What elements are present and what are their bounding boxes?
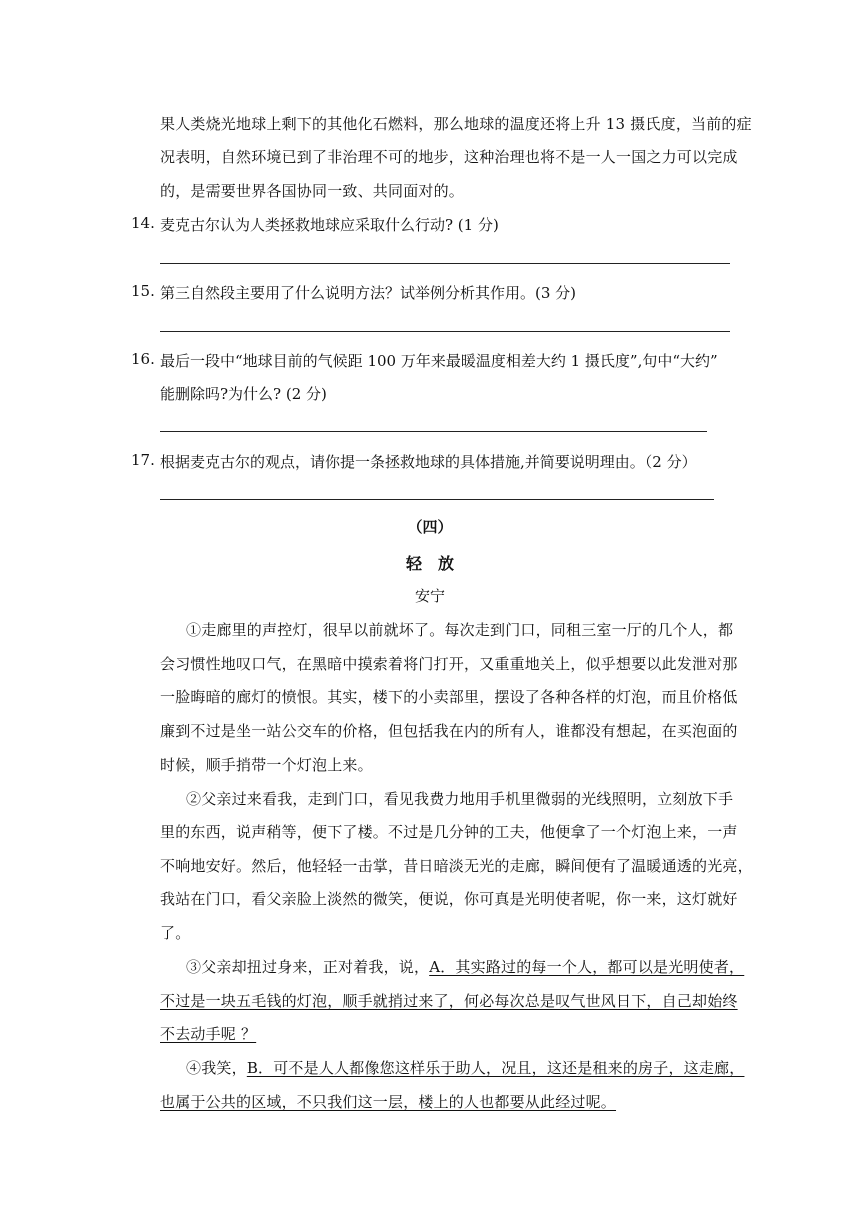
underlined-sentence-a: A．其实路过的每一个人，都可以是光明使者， — [429, 958, 745, 976]
para2-line-5: 了。 — [160, 924, 191, 942]
intro-line-2: 况表明，自然环境已到了非治理不可的地步，这种治理也将不是一人一国之力可以完成 — [160, 148, 738, 166]
question-text: 麦克古尔认为人类拯救地球应采取什么行动? (1 分) — [160, 216, 499, 234]
intro-line-3: 的，是需要世界各国协同一致、共同面对的。 — [160, 182, 465, 200]
answer-line-14[interactable] — [160, 263, 730, 264]
answer-line-17[interactable] — [160, 499, 714, 500]
para2-line-4: 我站在门口，看父亲脸上淡然的微笑，便说，你可真是光明使者呢，你一来，这灯就好 — [160, 890, 738, 908]
para1-line-3: 一脸晦暗的廊灯的愤恨。其实，楼下的小卖部里，摆设了各种各样的灯泡，而且价格低 — [160, 688, 738, 706]
answer-line-15[interactable] — [160, 331, 730, 332]
question-text: 能删除吗?为什么? (2 分) — [160, 385, 327, 403]
para4-line-1 — [186, 1057, 744, 1078]
para3-line-3: 不去动手呢 ？ — [160, 1025, 257, 1043]
para1-line-1: ①走廊里的声控灯，很早以前就坏了。每次走到门口，同租三室一厅的几个人，都 — [186, 621, 734, 639]
article-author: 安宁 — [414, 587, 445, 605]
section-number: （四） — [407, 518, 453, 536]
question-number: 17. — [131, 451, 155, 469]
para4-line-2: 也属于公共的区域，不只我们这一层，楼上的人也都要从此经过呢。 — [160, 1093, 617, 1111]
para3-prefix: ③父亲却扭过身来，正对着我，说， — [186, 958, 430, 976]
para2-line-1: ②父亲过来看我，走到门口，看见我费力地用手机里微弱的光线照明，立刻放下手 — [186, 790, 734, 808]
answer-line-16[interactable] — [160, 431, 707, 432]
para1-line-2: 会习惯性地叹口气，在黑暗中摸索着将门打开，又重重地关上，似乎想要以此发泄对那 — [160, 655, 738, 673]
question-text: 根据麦克古尔的观点，请你提一条拯救地球的具体措施,并简要说明理由。（2 分） — [160, 453, 697, 471]
para1-line-4: 廉到不过是坐一站公交车的价格，但包括我在内的所有人，谁都没有想起，在买泡面的 — [160, 722, 738, 740]
article-title: 轻 放 — [405, 554, 454, 573]
para2-line-3: 不响地安好。然后，他轻轻一击掌，昔日暗淡无光的走廊，瞬间便有了温暖通透的光亮， — [160, 857, 753, 875]
intro-line-1: 果人类烧光地球上剩下的其他化石燃料，那么地球的温度还将上升 13 摄氏度，当前的症 — [160, 115, 752, 133]
question-number: 14. — [131, 214, 155, 232]
para1-line-5: 时候，顺手捎带一个灯泡上来。 — [160, 756, 373, 774]
para3-line-2: 不过是一块五毛钱的灯泡，顺手就捎过来了，何必每次总是叹气世风日下，自己却始终 — [160, 992, 738, 1010]
question-number: 15. — [131, 282, 155, 300]
question-text: 第三自然段主要用了什么说明方法？试举例分析其作用。(3 分) — [160, 284, 577, 302]
para2-line-2: 里的东西，说声稍等，便下了楼。不过是几分钟的工夫，他便拿了一个灯泡上来，一声 — [160, 823, 738, 841]
question-text: 最后一段中“地球目前的气候距 100 万年来最暖温度相差大约 1 摄氏度”,句中“大约” — [160, 352, 718, 370]
para4-prefix: ④我笑， — [186, 1059, 247, 1077]
underlined-sentence-b: B．可不是人人都像您这样乐于助人，况且，这还是租来的房子，这走廊， — [246, 1059, 745, 1077]
para3-line-1 — [186, 956, 744, 977]
question-number: 16. — [131, 350, 155, 368]
